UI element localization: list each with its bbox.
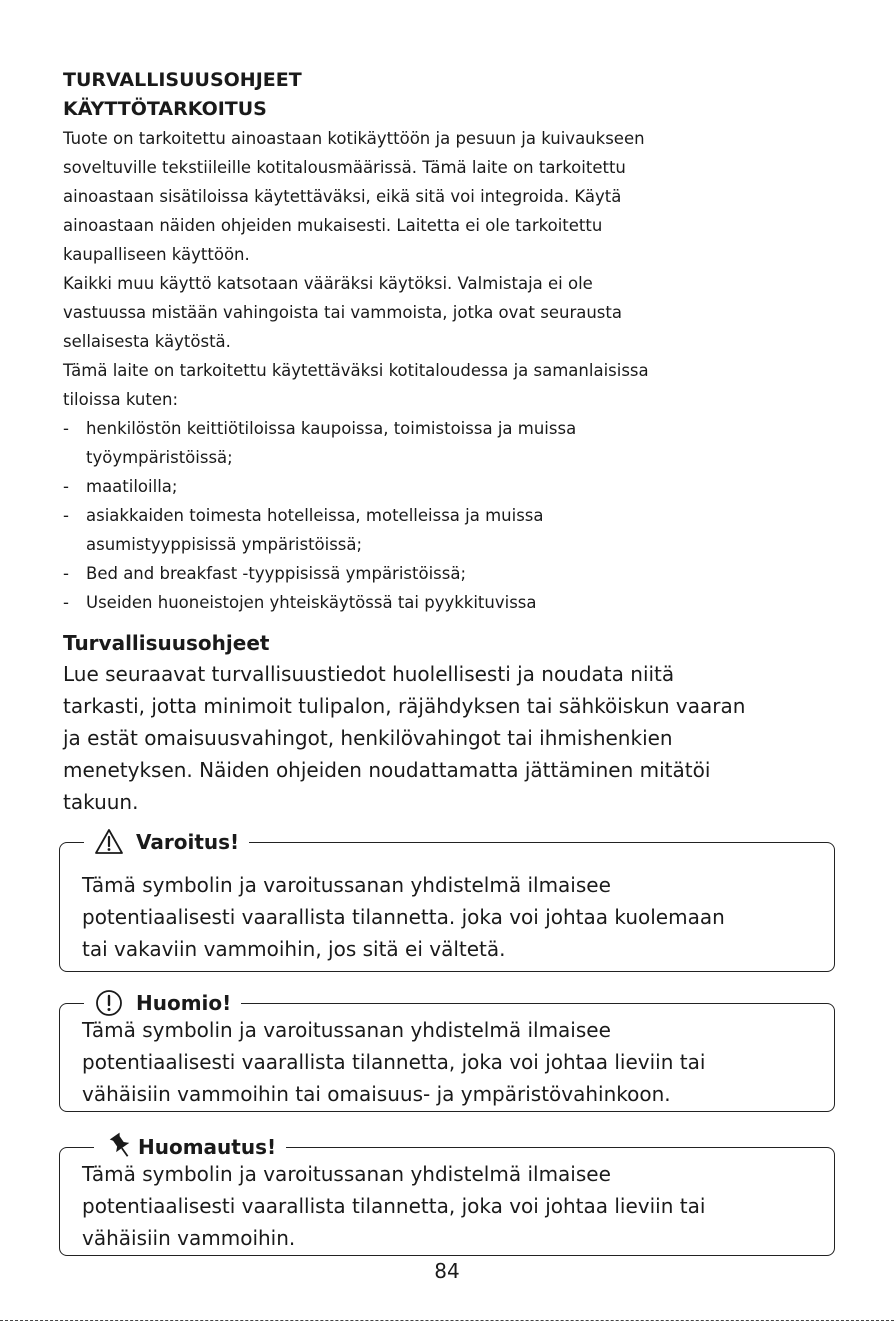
list-item: - asiakkaiden toimesta hotelleissa, motelleissa ja muissa asumistyyppisissä ympäristöissä; [63, 501, 823, 559]
warning-triangle-icon [94, 827, 124, 857]
note-box [59, 1135, 835, 1256]
safety-paragraph [63, 658, 823, 818]
intro-line: soveltuville tekstiileille kotitalousmäärissä. Tämä laite on tarkoitettu [63, 158, 626, 177]
safety-line: ja estät omaisuusvahingot, henkilövahingot tai ihmishenkien [63, 726, 673, 750]
list-item: - henkilöstön keittiötiloissa kaupoissa, toimistoissa ja muissa työympäristöissä; [63, 414, 823, 472]
intro-line: tiloissa kuten: [63, 390, 179, 409]
list-item: - maatiloilla; [63, 472, 823, 501]
intro-line: Tuote on tarkoitettu ainoastaan kotikäyttöön ja pesuun ja kuivaukseen [63, 129, 645, 148]
intro-line: kaupalliseen käyttöön. [63, 245, 250, 264]
safety-line: takuun. [63, 790, 139, 814]
note-text: Tämä symbolin ja varoitussanan yhdistelmä ilmaisee potentiaalisesti vaarallista tilannetta, joka voi johtaa lieviin tai vähäisiin vammoihin. [82, 1162, 706, 1250]
intro-line: Kaikki muu käyttö katsotaan vääräksi käytöksi. Valmistaja ei ole [63, 274, 593, 293]
intro-line: Tämä laite on tarkoitettu käytettäväksi kotitaloudessa ja samanlaisissa [63, 361, 649, 380]
heading-purpose: KÄYTTÖTARKOITUS [63, 98, 267, 120]
list-item: - Bed and breakfast -tyyppisissä ympäristöissä; [63, 559, 823, 588]
usage-list [63, 414, 823, 617]
note-title: Huomautus! [138, 1135, 277, 1159]
intro-line: ainoastaan sisätiloissa käytettäväksi, eikä sitä voi integroida. Käytä [63, 187, 622, 206]
caution-title: Huomio! [136, 991, 232, 1015]
warning-box [59, 830, 835, 972]
caution-text: Tämä symbolin ja varoitussanan yhdistelmä ilmaisee potentiaalisesti vaarallista tilannetta, joka voi johtaa lieviin tai vähäisiin vammoihin tai omaisuus- ja ympäristövahinkoon. [82, 1018, 706, 1106]
document-page [63, 66, 823, 818]
warning-header [84, 827, 249, 857]
subheading: Turvallisuusohjeet [63, 631, 270, 655]
warning-title: Varoitus! [136, 830, 240, 854]
intro-line: ainoastaan näiden ohjeiden mukaisesti. Laitetta ei ole tarkoitettu [63, 216, 603, 235]
intro-line: vastuussa mistään vahingoista tai vammoista, jotka ovat seurausta [63, 303, 622, 322]
caution-box [59, 991, 835, 1112]
intro-line: sellaisesta käytöstä. [63, 332, 231, 351]
cut-line [0, 1320, 894, 1321]
safety-line: menetyksen. Näiden ohjeiden noudattamatta jättäminen mitätöi [63, 758, 711, 782]
page-number: 84 [434, 1259, 460, 1283]
warning-text: Tämä symbolin ja varoitussanan yhdistelmä ilmaisee potentiaalisesti vaarallista tilannetta. joka voi johtaa kuolemaan tai vakaviin vammoihin, jos sitä ei vältetä. [82, 873, 725, 961]
intro-paragraph [63, 124, 823, 414]
safety-line: Lue seuraavat turvallisuustiedot huolellisesti ja noudata niitä [63, 662, 675, 686]
list-item: - Useiden huoneistojen yhteiskäytössä tai pyykkituvissa [63, 588, 823, 617]
heading-safety: TURVALLISUUSOHJEET [63, 69, 302, 91]
safety-line: tarkasti, jotta minimoit tulipalon, räjähdyksen tai sähköiskun vaaran [63, 694, 746, 718]
